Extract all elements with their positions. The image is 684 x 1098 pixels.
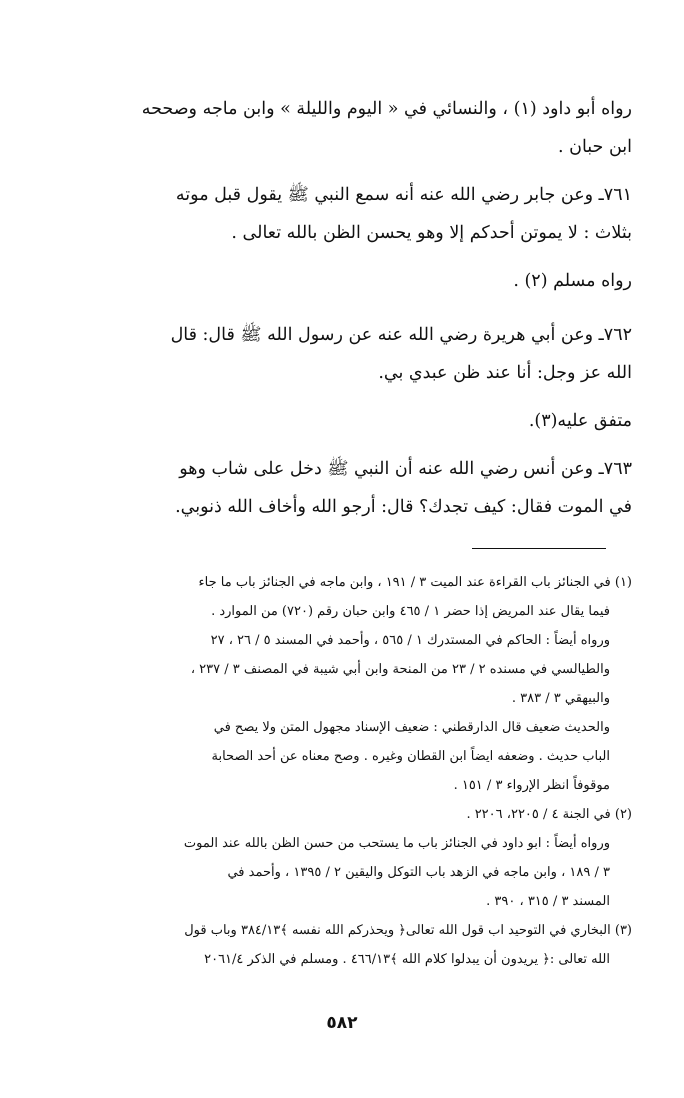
- hadith-763-line: ٧٦٣ـ وعن أنس رضي الله عنه أن النبي ﷺ دخل على شاب وهو: [179, 459, 632, 479]
- main-text: [64, 90, 632, 526]
- footnote-line: والبيهقي ٣ / ٣٨٣ .: [511, 691, 610, 706]
- footnote-line: موقوفاً انظر الإرواء ٣ / ١٥١ .: [453, 778, 610, 793]
- text-line: رواه أبو داود (١) ، والنسائي في « اليوم والليلة » وابن ماجه وصححه: [141, 99, 632, 119]
- text-line: ابن حبان .: [557, 137, 632, 157]
- footnote-line: فيما يقال عند المريض إذا حضر ١ / ٤٦٥ وابن حبان رقم (٧٢٠) من الموارد .: [211, 604, 610, 619]
- footnote-line: ورواه أيضاً : الحاكم في المستدرك ١ / ٥٦٥ ، وأحمد في المسند ٥ / ٢٦ ، ٢٧: [210, 633, 610, 648]
- page-number: ٥٨٢: [326, 1013, 358, 1033]
- footnote-line: والحديث ضعيف قال الدارقطني : ضعيف الإسناد مجهول المتن ولا يصح في: [213, 720, 610, 735]
- footnote-1-line: (١) في الجنائز باب القراءة عند الميت ٣ / ١٩١ ، وابن ماجه في الجنائز باب ما جاء: [198, 575, 632, 590]
- hadith-761-line: ٧٦١ـ وعن جابر رضي الله عنه أنه سمع النبي ﷺ يقول قبل موته: [175, 185, 632, 205]
- footnote-3-line: (٣) البخاري في التوحيد اب قول الله تعالى﴿ ويحذركم الله نفسه ﴾٣٨٤/١٣ وباب قول: [184, 923, 632, 938]
- text-line: الله عز وجل: أنا عند ظن عبدي بي.: [378, 363, 632, 383]
- text-line: في الموت فقال: كيف تجدك؟ قال: أرجو الله وأخاف الله ذنوبي.: [175, 497, 632, 517]
- text-line: بثلاث : لا يموتن أحدكم إلا وهو يحسن الظن بالله تعالى .: [231, 223, 632, 243]
- footnote-line: والطيالسي في مسنده ٢ / ٢٣ من المنحة وابن أبي شيبة في المصنف ٣ / ٢٣٧ ،: [190, 662, 610, 677]
- hadith-762-line: ٧٦٢ـ وعن أبي هريرة رضي الله عنه عن رسول الله ﷺ قال: قال: [170, 325, 632, 345]
- footnote-divider: [472, 548, 606, 549]
- footnote-line: ورواه أيضاً : ابو داود في الجنائز باب ما يستحب من حسن الظن بالله عند الموت: [183, 836, 610, 851]
- text-line: رواه مسلم (٢) .: [513, 271, 632, 291]
- footnotes: [54, 568, 632, 974]
- footnote-line: ٣ / ١٨٩ ، وابن ماجه في الزهد باب التوكل واليقين ٢ / ١٣٩٥ ، وأحمد في: [227, 865, 610, 880]
- footnote-line: الله تعالى :﴿ يريدون أن يبدلوا كلام الله ﴾٤٦٦/١٣ . ومسلم في الذكر ٢٠٦١/٤: [204, 952, 610, 967]
- footnote-line: الباب حديث . وضعفه ايضاً ابن القطان وغيره . وصح معناه عن أحد الصحابة: [211, 749, 610, 764]
- text-line: متفق عليه(٣).: [528, 411, 632, 431]
- footnote-2-line: (٢) في الجنة ٤ / ٢٢٠٥، ٢٢٠٦ .: [466, 807, 632, 822]
- footnote-line: المسند ٣ / ٣١٥ ، ٣٩٠ .: [486, 894, 610, 909]
